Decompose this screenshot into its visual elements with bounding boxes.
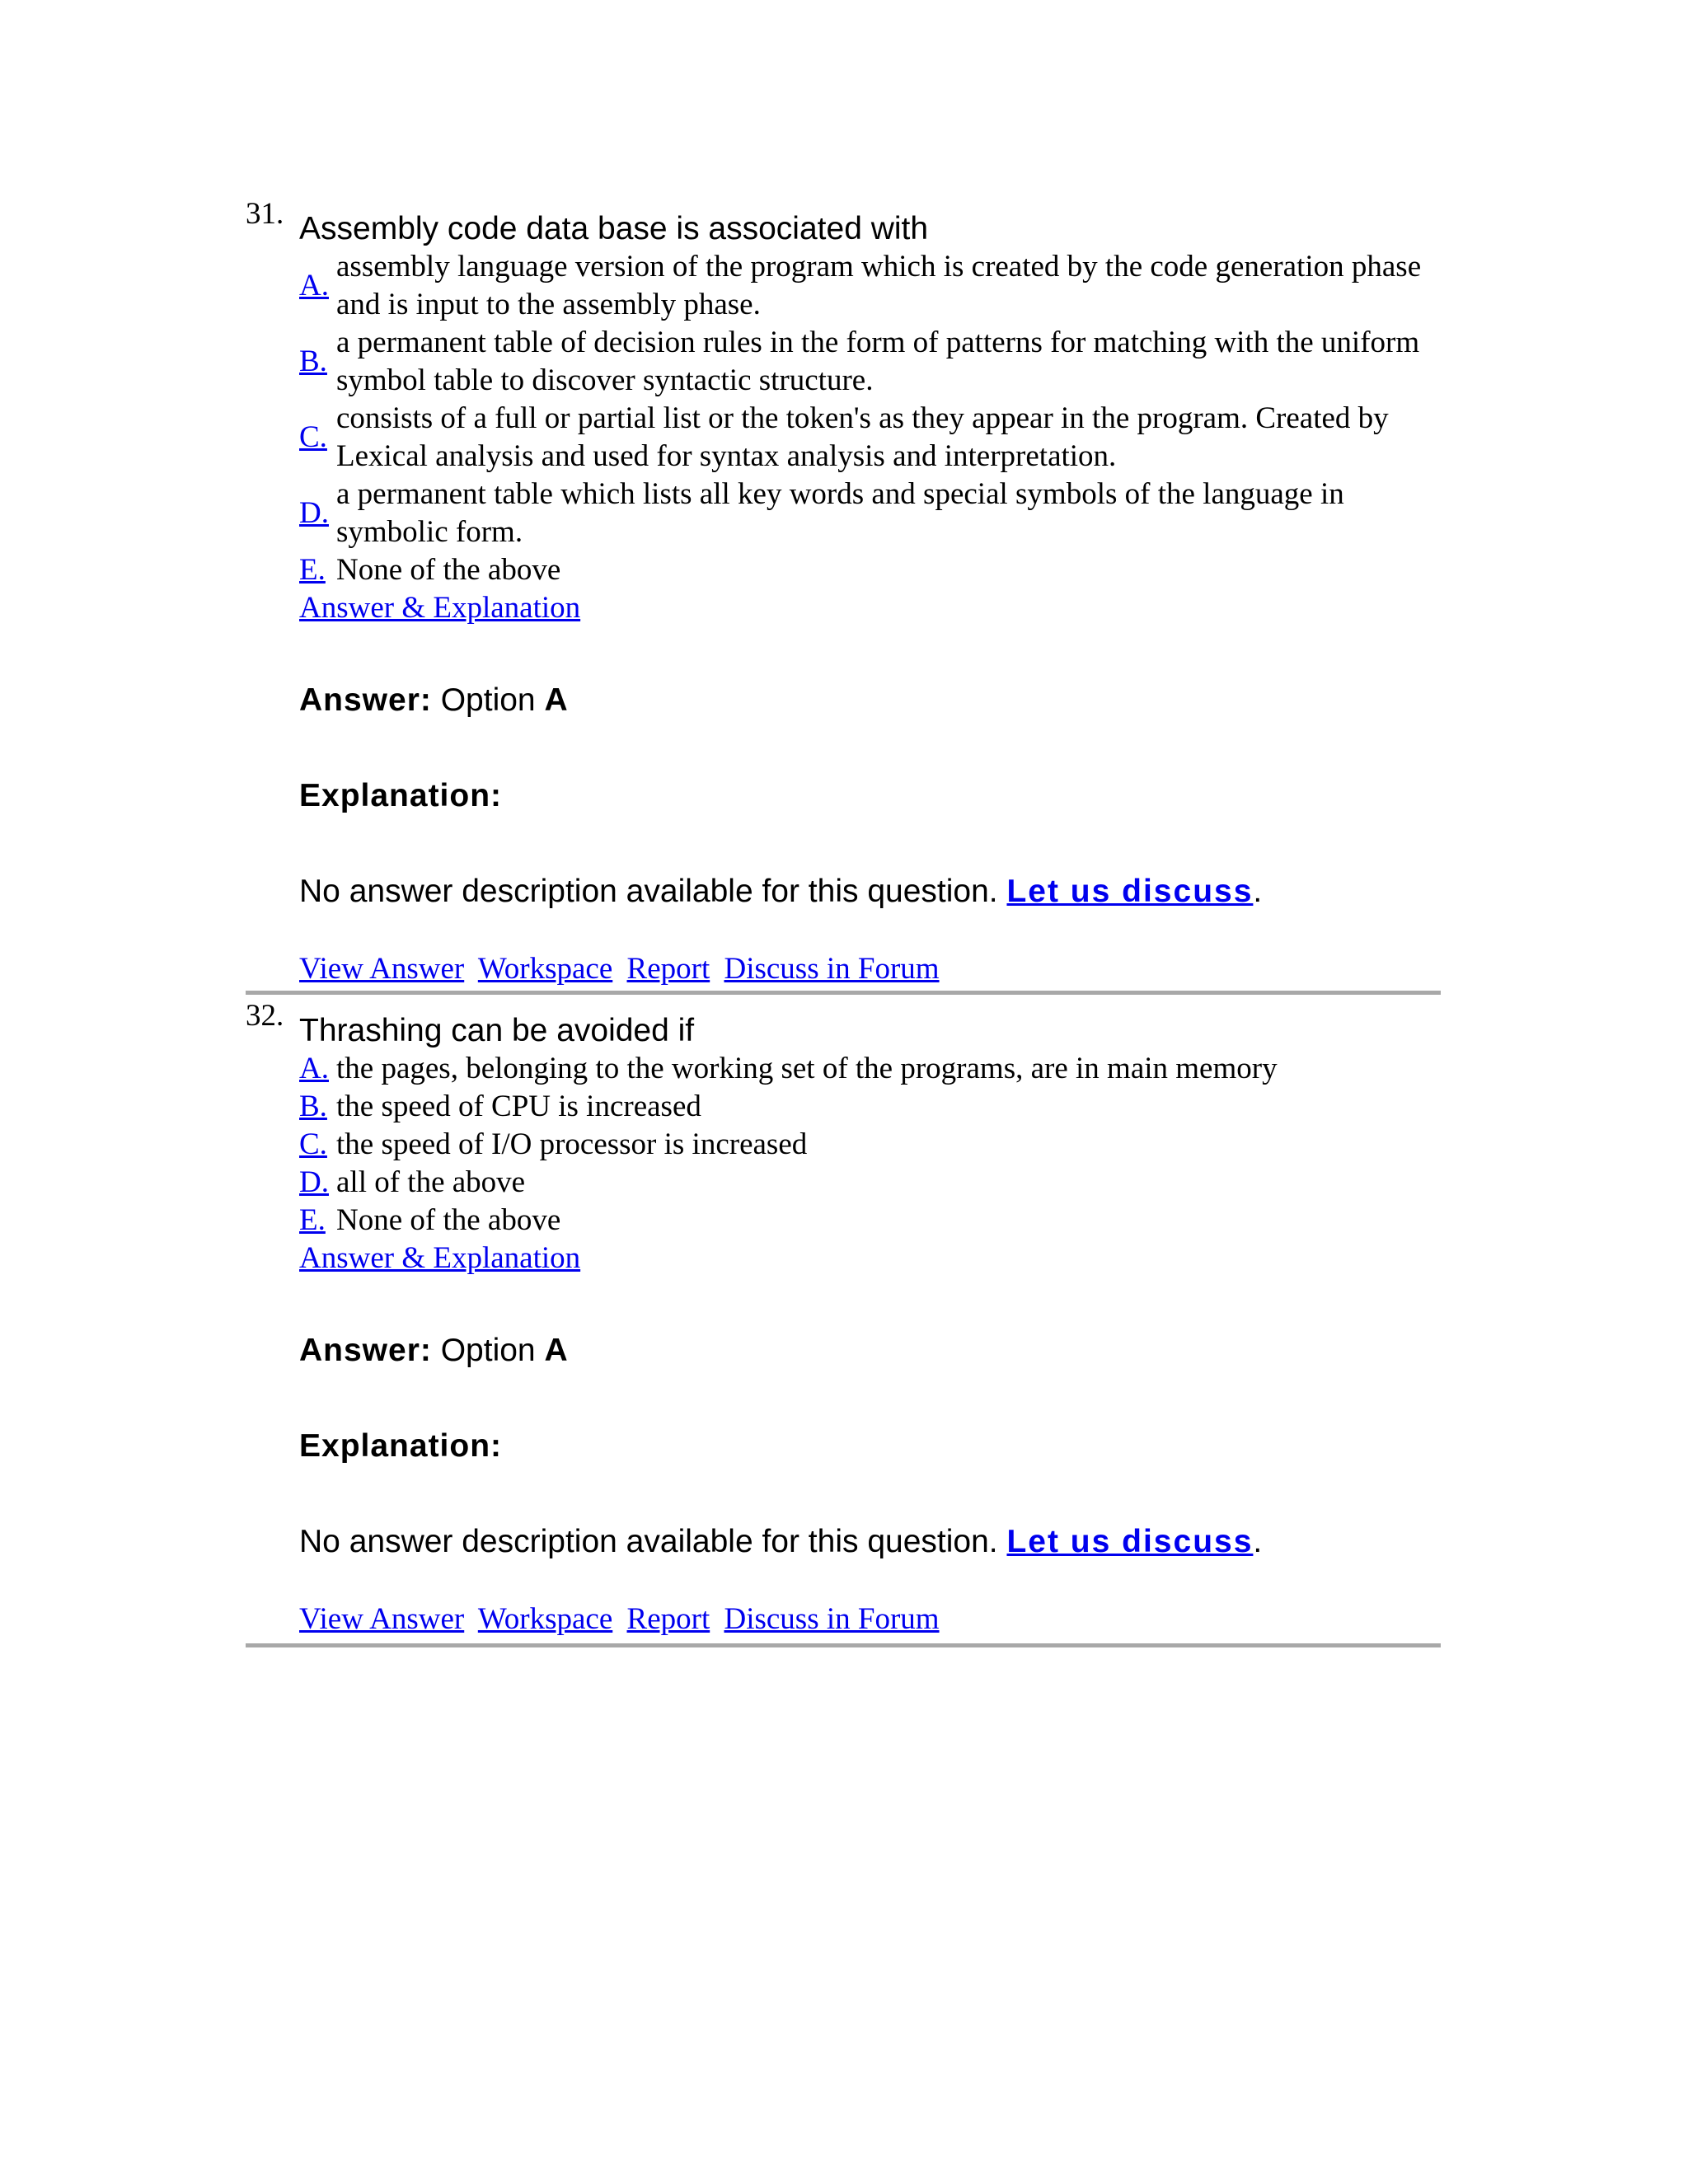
- report-link[interactable]: Report: [626, 952, 710, 986]
- explanation-heading: Explanation:: [299, 1428, 503, 1464]
- answer-option: A: [544, 1333, 568, 1368]
- question-number: 31.: [246, 197, 284, 231]
- option-a-link[interactable]: A.: [299, 269, 329, 302]
- discuss-forum-link[interactable]: Discuss in Forum: [724, 1602, 940, 1636]
- option-b-text: a permanent table of decision rules in the form of patterns for matching with the uniform symbol table to discover syntactic structure.: [336, 326, 1420, 397]
- option-e-link[interactable]: E.: [299, 1203, 326, 1237]
- answer-label: Answer:: [299, 1333, 432, 1368]
- answer-prefix: Option: [440, 682, 536, 718]
- option-d-link[interactable]: D.: [299, 496, 329, 530]
- option-d: [299, 1164, 1445, 1202]
- workspace-link[interactable]: Workspace: [477, 952, 613, 986]
- answer-explanation-link[interactable]: Answer & Explanation: [299, 1241, 581, 1275]
- option-c-link[interactable]: C.: [299, 1127, 327, 1161]
- option-a-link[interactable]: A.: [299, 1052, 329, 1085]
- option-b: [299, 1088, 1445, 1126]
- option-e-text: None of the above: [336, 1203, 561, 1237]
- discuss-link[interactable]: Let us discuss: [1006, 874, 1254, 909]
- explanation-body: No answer description available for this question.: [299, 1524, 998, 1559]
- question-body: [299, 1012, 1445, 1638]
- option-b-link[interactable]: B.: [299, 344, 327, 378]
- option-e: [299, 1202, 1445, 1240]
- option-c-link[interactable]: C.: [299, 420, 327, 454]
- question-body: [299, 210, 1445, 988]
- explanation-body: No answer description available for this question.: [299, 874, 998, 909]
- explanation-text: [299, 1523, 1445, 1561]
- view-answer-link[interactable]: View Answer: [299, 1602, 465, 1636]
- answer-option: A: [544, 682, 568, 718]
- option-a: [299, 1050, 1445, 1088]
- question-text: Assembly code data base is associated with: [299, 211, 929, 246]
- option-d-text: all of the above: [336, 1165, 526, 1199]
- question-number: 32.: [246, 999, 284, 1033]
- option-c-text: consists of a full or partial list or the token's as they appear in the program. Created by Lexical analysis and used for syntax analysis and interpretation.: [336, 401, 1389, 473]
- options-list: [299, 1050, 1445, 1240]
- option-d-text: a permanent table which lists all key words and special symbols of the language in symbolic form.: [336, 477, 1344, 549]
- options-list: [299, 248, 1445, 589]
- separator-rule: [246, 1643, 1441, 1647]
- explanation-text: [299, 873, 1445, 911]
- option-a: [299, 248, 1445, 324]
- view-answer-link[interactable]: View Answer: [299, 952, 465, 986]
- answer-label: Answer:: [299, 682, 432, 718]
- answer-line: [299, 682, 1445, 719]
- option-d: [299, 476, 1445, 551]
- answer-explanation-link[interactable]: Answer & Explanation: [299, 591, 581, 625]
- option-a-text: the pages, belonging to the working set of the programs, are in main memory: [336, 1052, 1278, 1085]
- answer-prefix: Option: [440, 1333, 536, 1368]
- question-text: Thrashing can be avoided if: [299, 1013, 695, 1048]
- option-b: [299, 324, 1445, 400]
- option-e: [299, 551, 1445, 589]
- option-b-link[interactable]: B.: [299, 1090, 327, 1123]
- separator-rule: [246, 991, 1441, 995]
- action-links: [299, 1601, 1445, 1638]
- action-links: [299, 950, 1445, 988]
- discuss-suffix: .: [1253, 1524, 1263, 1559]
- explanation-heading: Explanation:: [299, 778, 503, 813]
- option-d-link[interactable]: D.: [299, 1165, 329, 1199]
- workspace-link[interactable]: Workspace: [477, 1602, 613, 1636]
- option-c: [299, 400, 1445, 476]
- option-c: [299, 1126, 1445, 1164]
- option-b-text: the speed of CPU is increased: [336, 1090, 701, 1123]
- option-a-text: assembly language version of the program which is created by the code generation phase and is input to the assembly phase.: [336, 250, 1422, 321]
- discuss-forum-link[interactable]: Discuss in Forum: [724, 952, 940, 986]
- option-c-text: the speed of I/O processor is increased: [336, 1127, 808, 1161]
- answer-line: [299, 1332, 1445, 1370]
- option-e-text: None of the above: [336, 553, 561, 587]
- option-e-link[interactable]: E.: [299, 553, 326, 587]
- report-link[interactable]: Report: [626, 1602, 710, 1636]
- discuss-link[interactable]: Let us discuss: [1006, 1524, 1254, 1559]
- discuss-suffix: .: [1253, 874, 1263, 909]
